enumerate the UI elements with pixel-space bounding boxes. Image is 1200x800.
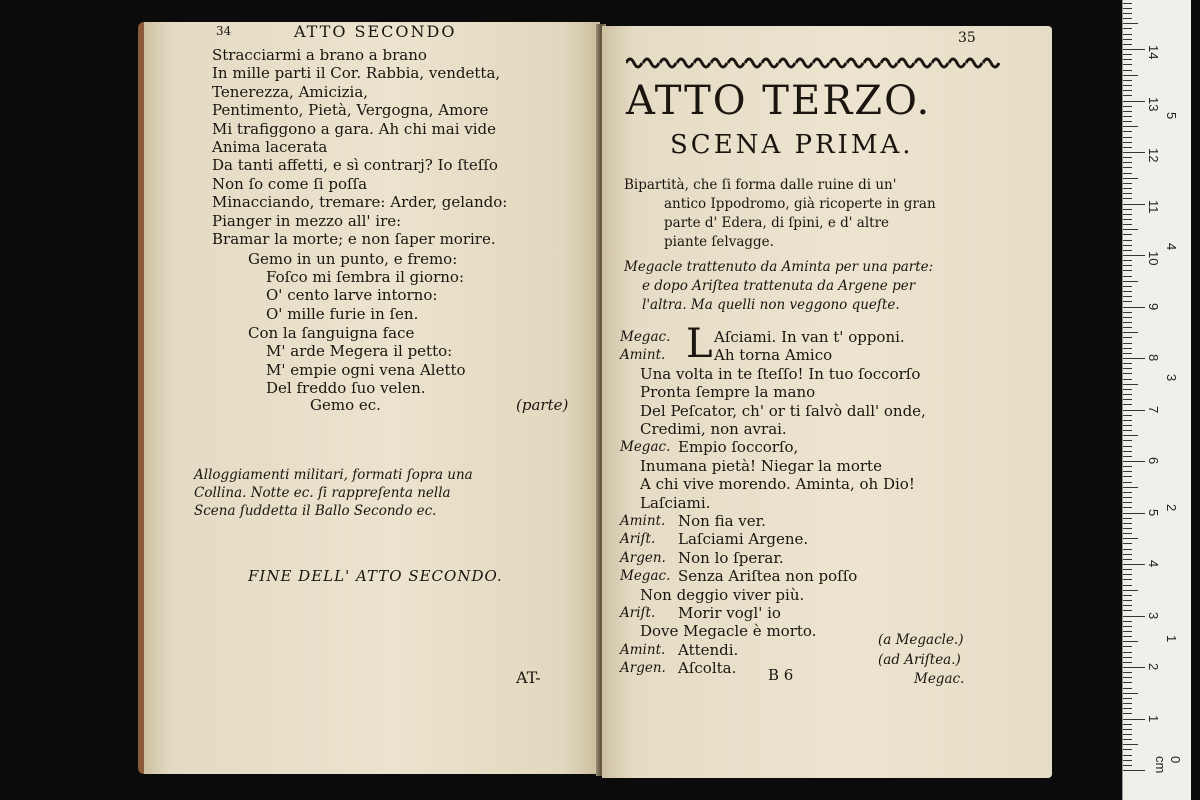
aria-line: O' mille furie in ſen.	[266, 304, 419, 323]
dialogue-line: Aſciami. In van t' opponi.	[714, 328, 905, 346]
dialogue-line: Laſciami Argene.	[678, 530, 809, 549]
verse-line: Stracciarmi a brano a brano	[212, 46, 427, 64]
speaker-label: Argen.	[620, 660, 666, 677]
ruler-number: 10	[1146, 251, 1161, 266]
aria-line: Foſco mi ſembra il giorno:	[266, 268, 465, 286]
aria-end: Gemo ec.	[310, 396, 381, 414]
verse-line: Anima lacerata	[212, 138, 328, 156]
ruler-unit: 0 cm	[1153, 756, 1183, 774]
verse-line: Minacciando, tremare: Arder, gelando:	[212, 193, 508, 212]
exit-direction: (parte)	[516, 396, 569, 414]
dialogue-line: Del Peſcator, ch' or ti ſalvò dall' onde,	[640, 401, 926, 420]
ruler-number: 14	[1146, 45, 1161, 60]
ruler-number: 3	[1146, 611, 1161, 619]
speaker-label: Megac.	[620, 568, 671, 585]
ruler-number: 5	[1146, 508, 1161, 516]
verse-line: Pentimento, Pietà, Vergogna, Amore	[212, 101, 489, 120]
aria-line: Gemo in un punto, e fremo:	[248, 250, 458, 268]
ruler-number: 8	[1146, 354, 1161, 362]
dialogue-line: Morir vogl' io	[678, 604, 781, 622]
ruler-inch-number: 1	[1164, 635, 1179, 643]
setting-line: piante ſelvagge.	[664, 234, 774, 250]
verse-line: Non ſo come ſi poſſa	[212, 174, 368, 193]
dialogue-line: Attendi.	[678, 640, 739, 659]
dialogue-line: Laſciami.	[640, 493, 711, 512]
ruler-number: 11	[1146, 199, 1161, 213]
stage-direction-line: e dopo Ariſtea trattenuta da Argene per	[642, 278, 916, 294]
scene-title: SCENA PRIMA.	[670, 130, 914, 160]
fine-atto: FINE DELL' ATTO SECONDO.	[248, 567, 503, 585]
ruler-number: 12	[1146, 148, 1161, 163]
ruler-number: 7	[1146, 405, 1161, 413]
ruler-inch-number: 5	[1164, 112, 1179, 120]
dialogue-line: Aſcolta.	[678, 659, 737, 678]
ruler-inch-number: 2	[1164, 504, 1179, 512]
dialogue-line: Senza Ariſtea non poſſo	[678, 567, 858, 586]
ruler-number: 6	[1146, 457, 1161, 465]
aside-megacle: (a Megacle.)	[878, 632, 964, 648]
setting-line: antico Ippodromo, già ricoperte in gran	[664, 196, 936, 212]
scene-note-line: Collina. Notte ec. ſi rappreſenta nella	[194, 485, 451, 501]
page-number-right: 35	[958, 30, 976, 46]
catchword-right: Megac.	[914, 671, 965, 687]
speaker-label: Amint.	[620, 641, 666, 658]
speaker-label: Ariſt.	[620, 531, 656, 548]
dialogue-line: Dove Megacle è morto.	[640, 622, 817, 641]
dialogue-line: Non deggio viver più.	[640, 585, 805, 604]
verse-line: Da tanti affetti, e sì contrarj? Io ſteſſo	[212, 156, 498, 175]
stage-direction-line: l'altra. Ma quelli non veggono queſte.	[642, 297, 900, 313]
signature-mark: B 6	[768, 666, 794, 684]
verse-line: Mi trafiggono a gara. Ah chi mai vide	[212, 119, 497, 138]
dialogue-line: Credimi, non avrai.	[640, 420, 787, 438]
catchword-left: AT-	[516, 668, 541, 687]
speaker-label: Megac.	[620, 329, 671, 345]
ruler-number: 2	[1146, 663, 1161, 671]
measuring-ruler	[1122, 0, 1191, 800]
verse-line: Pianger in mezzo all' ire:	[212, 211, 402, 230]
verse-line: In mille parti il Cor. Rabbia, vendetta,	[212, 64, 501, 83]
scene-note-line: Scena ſuddetta il Ballo Secondo ec.	[194, 503, 437, 519]
right-page	[602, 26, 1052, 778]
stage-direction-line: Megacle trattenuto da Aminta per una parte:	[624, 259, 934, 275]
speaker-label: Amint.	[620, 347, 666, 364]
aria-line: Con la ſanguigna face	[248, 324, 415, 342]
setting-line: parte d' Edera, di ſpini, e d' altre	[664, 215, 890, 231]
speaker-label: Ariſt.	[620, 605, 656, 621]
scene-note-line: Alloggiamenti militari, formati ſopra una	[194, 467, 473, 483]
dialogue-line: Non lo ſperar.	[678, 548, 784, 567]
running-head: ATTO SECONDO	[294, 22, 457, 41]
verse-line: Tenerezza, Amicizia,	[212, 82, 369, 101]
dialogue-line: Ah torna Amico	[714, 346, 833, 365]
left-page	[138, 22, 600, 774]
dialogue-line: Inumana pietà! Niegar la morte	[640, 456, 882, 475]
dialogue-line: Non fia ver.	[678, 512, 766, 530]
aria-line: O' cento larve intorno:	[266, 286, 438, 305]
ruler-inch-number: 3	[1164, 373, 1179, 381]
dialogue-line: Empio ſoccorſo,	[678, 438, 799, 457]
speaker-label: Argen.	[620, 549, 666, 566]
dialogue-line: A chi vive morendo. Aminta, oh Dio!	[640, 475, 915, 494]
ruler-number: 13	[1146, 96, 1161, 111]
setting-line: Bipartità, che ſi forma dalle ruine di un'	[624, 177, 897, 193]
aria-line: M' arde Megera il petto:	[266, 342, 453, 361]
aside-aristea: (ad Ariſtea.)	[878, 652, 961, 668]
speaker-label: Megac.	[620, 439, 671, 456]
drop-cap: L	[686, 321, 713, 367]
ruler-number: 4	[1146, 560, 1161, 568]
ruler-number: 1	[1146, 714, 1161, 722]
dialogue-line: Pronta ſempre la mano	[640, 383, 816, 402]
ruler-inch-number: 4	[1164, 242, 1179, 251]
speaker-label: Amint.	[620, 513, 666, 529]
page-number-left: 34	[216, 24, 232, 38]
ruler-number: 9	[1146, 302, 1161, 310]
act-title: ATTO TERZO.	[626, 78, 932, 124]
ornament-band	[626, 56, 1000, 70]
dialogue-line: Una volta in te ſteſſo! In tuo ſoccorſo	[640, 364, 921, 383]
verse-line: Bramar la morte; e non ſaper morire.	[212, 230, 496, 248]
aria-line: Del freddo ſuo velen.	[266, 379, 426, 398]
aria-line: M' empie ogni vena Aletto	[266, 360, 466, 379]
